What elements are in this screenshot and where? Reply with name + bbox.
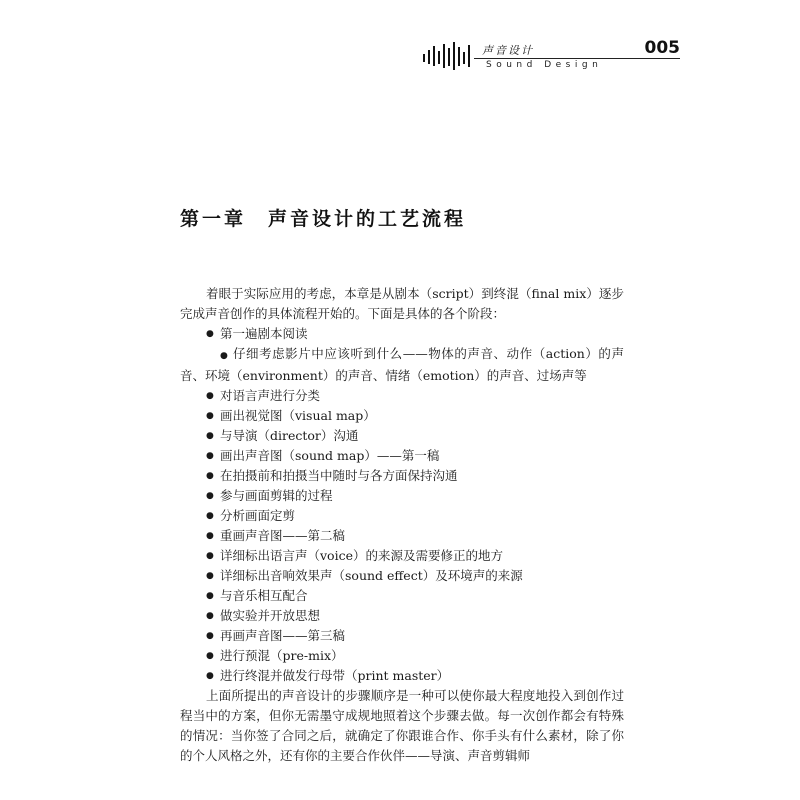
header-subtitle: Sound Design — [486, 60, 603, 70]
header-rule — [474, 58, 680, 59]
bullet-icon: ● — [206, 651, 214, 661]
list-item: ● 画出声音图（sound map）——第一稿 — [180, 446, 624, 466]
list-item: ● 第一遍剧本阅读 — [180, 324, 624, 344]
chapter-heading: 声音设计的工艺流程 — [268, 208, 467, 230]
list-item: ● 仔细考虑影片中应该听到什么——物体的声音、动作（action）的声音、环境（environment）的声音、情绪（emotion）的声音、过场声等 — [180, 346, 624, 383]
chapter-title — [180, 204, 466, 231]
list-item: ● 画出视觉图（visual map） — [180, 406, 624, 426]
intro-paragraph: 着眼于实际应用的考虑，本章是从剧本（script）到终混（final mix）逐步完成声音创作的具体流程开始的。下面是具体的各个阶段： — [180, 286, 624, 321]
list-item: ● 详细标出音响效果声（sound effect）及环境声的来源 — [180, 566, 624, 586]
bullet-icon: ● — [206, 451, 214, 461]
page-number: 005 — [644, 38, 680, 58]
bullet-icon: ● — [206, 471, 214, 481]
list-item: ● 在拍摄前和拍摄当中随时与各方面保持沟通 — [180, 466, 624, 486]
list-item: ● 进行预混（pre-mix） — [180, 646, 624, 666]
running-header — [418, 36, 680, 76]
list-item: ● 与音乐相互配合 — [180, 586, 624, 606]
header-title: 声音设计 — [482, 44, 534, 57]
list-item: ● 再画声音图——第三稿 — [180, 626, 624, 646]
list-item: ● 做实验并开放思想 — [180, 606, 624, 626]
bullet-icon: ● — [206, 411, 214, 421]
chapter-number: 第一章 — [180, 208, 247, 230]
bullet-icon: ● — [206, 491, 214, 501]
bullet-icon: ● — [220, 351, 229, 361]
bullet-icon: ● — [206, 511, 214, 521]
bullet-icon: ● — [206, 611, 214, 621]
body-text — [180, 284, 624, 766]
bullet-icon: ● — [206, 551, 214, 561]
list-item: ● 与导演（director）沟通 — [180, 426, 624, 446]
list-item: ● 详细标出语言声（voice）的来源及需要修正的地方 — [180, 546, 624, 566]
process-steps-list — [180, 324, 624, 686]
bullet-icon: ● — [206, 431, 214, 441]
closing-paragraph: 上面所提出的声音设计的步骤顺序是一种可以使你最大程度地投入到创作过程当中的方案，但你无需墨守成规地照着这个步骤去做。每一次创作都会有特殊的情况：当你签了合同之后，就确定了你跟谁合作、你手头有什么素材，除了你的个人风格之外，还有你的主要合作伙伴——导演、声音剪辑师 — [180, 688, 624, 763]
bullet-icon: ● — [206, 631, 214, 641]
bullet-icon: ● — [206, 671, 214, 681]
list-item: ● 进行终混并做发行母带（print master） — [180, 666, 624, 686]
bullet-icon: ● — [206, 531, 214, 541]
sound-wave-icon — [422, 42, 472, 70]
list-item: ● 对语言声进行分类 — [180, 386, 624, 406]
bullet-icon: ● — [206, 391, 214, 401]
list-item: ● 重画声音图——第二稿 — [180, 526, 624, 546]
bullet-icon: ● — [206, 591, 214, 601]
bullet-icon: ● — [206, 329, 214, 339]
list-item: ● 参与画面剪辑的过程 — [180, 486, 624, 506]
list-item: ● 分析画面定剪 — [180, 506, 624, 526]
bullet-icon: ● — [206, 571, 214, 581]
